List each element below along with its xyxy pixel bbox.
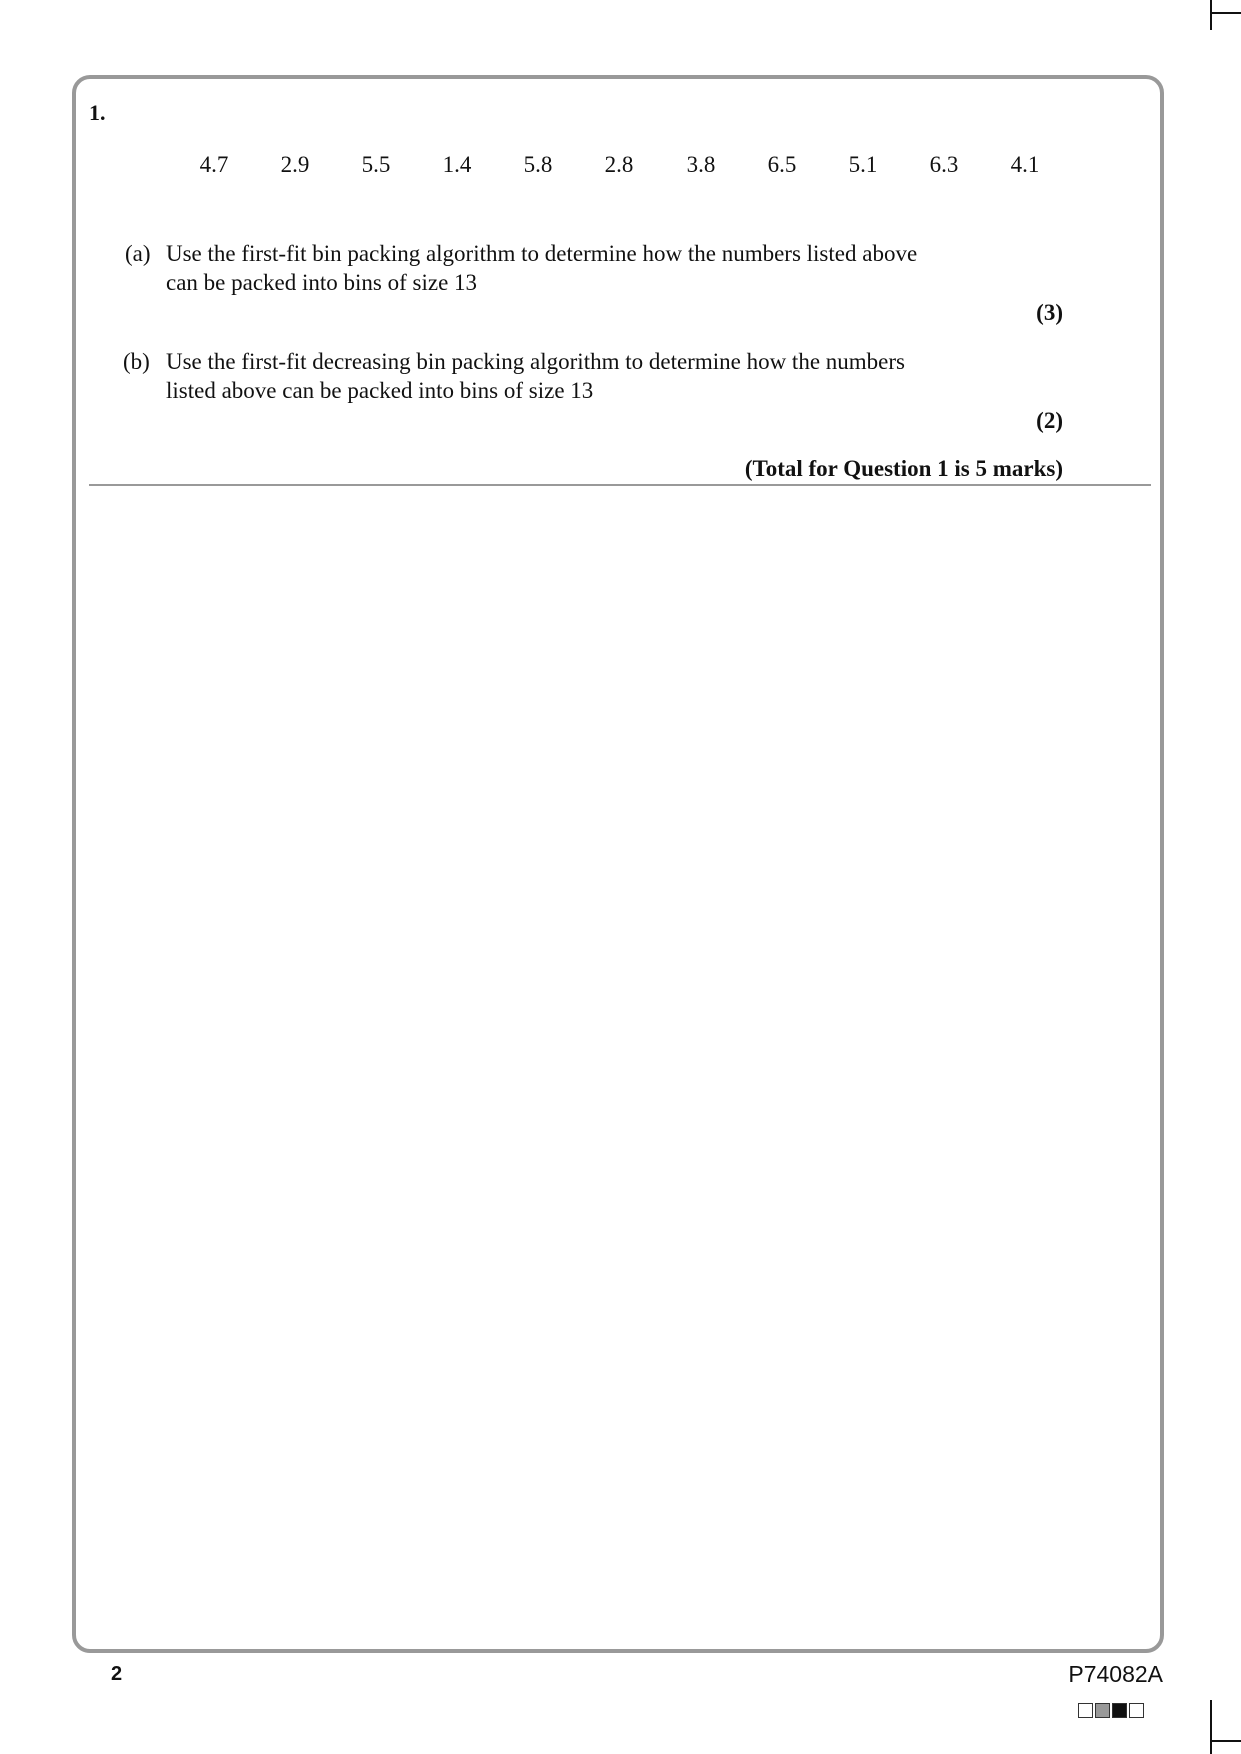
list-item: 6.3 bbox=[929, 152, 959, 177]
part-b-text-line-1: Use the first-fit decreasing bin packing algorithm to determine how the numbers bbox=[166, 349, 905, 374]
barcode-square bbox=[1129, 1703, 1144, 1718]
part-a-label: (a) bbox=[125, 241, 151, 266]
crop-mark-bottom-right bbox=[1210, 1700, 1212, 1754]
list-item: 4.7 bbox=[199, 152, 229, 177]
part-a-marks: (3) bbox=[1036, 300, 1063, 325]
paper-code: P74082A bbox=[1068, 1661, 1163, 1687]
question-total: (Total for Question 1 is 5 marks) bbox=[744, 456, 1063, 481]
part-a-text-line-2: can be packed into bins of size 13 bbox=[166, 270, 478, 295]
list-item: 1.4 bbox=[442, 152, 472, 177]
part-b-label: (b) bbox=[123, 349, 150, 374]
barcode-square bbox=[1095, 1703, 1110, 1718]
part-b-marks: (2) bbox=[1036, 408, 1063, 433]
list-item: 5.8 bbox=[523, 152, 553, 177]
list-item: 5.1 bbox=[848, 152, 878, 177]
part-a-text-line-1: Use the first-fit bin packing algorithm to determine how the numbers listed above bbox=[166, 241, 918, 266]
list-item: 2.9 bbox=[280, 152, 310, 177]
list-item: 4.1 bbox=[1010, 152, 1040, 177]
crop-mark-top-right-h bbox=[1212, 12, 1241, 14]
crop-mark-top-right bbox=[1210, 0, 1212, 30]
page-number: 2 bbox=[111, 1663, 123, 1685]
list-item: 6.5 bbox=[767, 152, 797, 177]
list-item: 5.5 bbox=[361, 152, 391, 177]
crop-mark-bottom-right-h bbox=[1212, 1740, 1241, 1742]
divider bbox=[89, 484, 1151, 486]
part-b-text-line-2: listed above can be packed into bins of size 13 bbox=[166, 378, 594, 403]
question-number: 1. bbox=[89, 100, 106, 125]
list-item: 2.8 bbox=[604, 152, 634, 177]
list-item: 3.8 bbox=[686, 152, 716, 177]
barcode-squares bbox=[1078, 1703, 1146, 1718]
question-box bbox=[72, 75, 1164, 1653]
barcode-square bbox=[1112, 1703, 1127, 1718]
barcode-square bbox=[1078, 1703, 1093, 1718]
